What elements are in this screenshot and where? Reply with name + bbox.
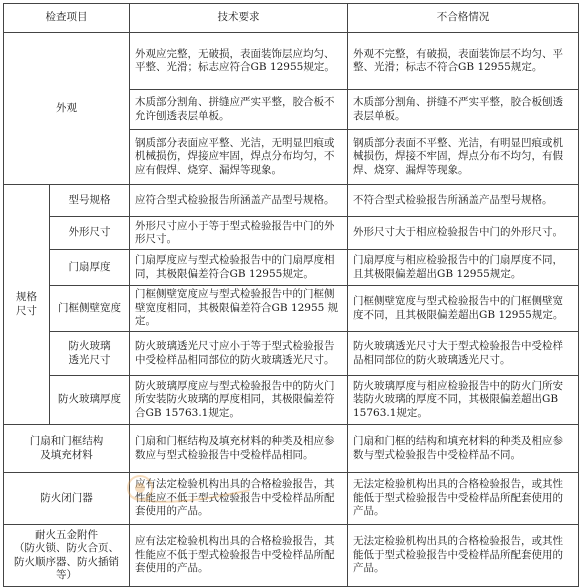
nonconformity-cell: 无法定检验机构出具的合格检验报告，或其性能低于型式检验报告中受检样品所配套使用的产品。 — [348, 525, 579, 587]
requirement-cell: 防火玻璃透光尺寸应小于等于型式检验报告中受检样品相同部位的防火玻璃透光尺寸。 — [130, 332, 348, 376]
requirement-cell: 外形尺寸应小于等于型式检验报告中门的外形尺寸。 — [130, 217, 348, 250]
requirement-cell: 防火玻璃厚度应与型式检验报告中的防火门所安装防火玻璃的厚度相同，其极限偏差符合GB 15763.1规定。 — [130, 376, 348, 425]
table-row — [4, 250, 579, 286]
sub-item-glass-size-line1: 防火玻璃 — [68, 340, 111, 352]
sub-item-model: 型号规格 — [50, 185, 130, 217]
sub-item-glass-size-line2: 透光尺寸 — [68, 353, 111, 366]
table-row — [4, 332, 579, 376]
requirement-cell: 应有法定检验机构出具的合格检验报告，其性能应不低于型式检验报告中受检样品所配套使用的产品。 — [130, 473, 348, 525]
requirement-cell: 门扇和门框结构及填充材料的种类及相应参数应与型式检验报告中受检样品相同。 — [130, 425, 348, 473]
inspection-table — [3, 3, 579, 587]
item-structure-line2: 及填充材料 — [40, 448, 93, 461]
table-row — [4, 185, 579, 217]
nonconformity-cell: 木质部分割角、拼缝不严实平整，胶合板刨透表层单板。 — [348, 90, 579, 130]
nonconformity-cell: 门扇和门框的结构和填充材料的种类及相应参数与型式检验报告中受检样品不同。 — [348, 425, 579, 473]
table-row — [4, 33, 579, 90]
item-hardware-line1: 耐火五金附件 — [35, 528, 98, 541]
item-hardware — [4, 525, 130, 587]
header-nonconformity: 不合格情况 — [348, 4, 579, 33]
item-appearance: 外观 — [4, 33, 130, 185]
item-structure-line1: 门扇和门框结构 — [29, 435, 104, 447]
requirement-cell: 门扇厚度应与型式检验报告中的门扇厚度相同，其极限偏差符合GB 12955规定。 — [130, 250, 348, 286]
requirement-cell: 木质部分割角、拼缝应严实平整，胶合板不允许刨透表层单板。 — [130, 90, 348, 130]
nonconformity-cell: 无法定检验机构出具的合格检验报告，或其性能低于型式检验报告中受检样品所配套使用的产品。 — [348, 473, 579, 525]
sub-item-outline-size: 外形尺寸 — [50, 217, 130, 250]
table-row — [4, 473, 579, 525]
sub-item-glass-size — [50, 332, 130, 376]
nonconformity-cell: 外观不完整，有破损，表面装饰层不均匀、平整、光滑；标志不符合GB 12955规定。 — [348, 33, 579, 90]
item-spec-size — [4, 185, 50, 425]
nonconformity-cell: 防火玻璃厚度与相应检验报告中的防火门所安装防火玻璃的厚度不同，其极限偏差超出GB 15763.1规定。 — [348, 376, 579, 425]
nonconformity-cell: 门框侧壁宽度与型式检验报告中的门框侧壁宽度不同，且其极限偏差超出GB 12955规定。 — [348, 286, 579, 332]
table-row — [4, 286, 579, 332]
requirement-cell: 应符合型式检验报告所涵盖产品型号规格。 — [130, 185, 348, 217]
nonconformity-cell: 钢质部分表面不平整、光洁，有明显凹痕或机械损伤，焊接不牢固，焊点分布不均匀，有假焊、烧穿、漏焊等现象。 — [348, 130, 579, 185]
item-spec-size-line2: 尺寸 — [16, 304, 37, 317]
table-row — [4, 217, 579, 250]
requirement-cell: 外观应完整，无破损，表面装饰层应均匀、平整、光滑；标志应符合GB 12955规定。 — [130, 33, 348, 90]
item-spec-size-line1: 规格 — [16, 291, 37, 303]
header-inspection-item: 检查项目 — [4, 4, 130, 33]
header-technical-requirement: 技术要求 — [130, 4, 348, 33]
nonconformity-cell: 不符合型式检验报告所涵盖产品型号规格。 — [348, 185, 579, 217]
table-row — [4, 525, 579, 587]
nonconformity-cell: 防火玻璃透光尺寸大于型式检验报告中受检样品相同部位的防火玻璃透光尺寸。 — [348, 332, 579, 376]
sub-item-leaf-thickness: 门扇厚度 — [50, 250, 130, 286]
requirement-cell: 钢质部分表面应平整、光洁，无明显凹痕或机械损伤，焊接应牢固，焊点分布均匀，不应有假焊、烧穿、漏焊等现象。 — [130, 130, 348, 185]
header-row — [4, 4, 579, 33]
item-hardware-line3: 防火顺序器、防火插销 — [14, 555, 119, 568]
requirement-cell: 应有法定检验机构出具的合格检验报告，其性能应不低于型式检验报告中受检样品所配套使用的产品。 — [130, 525, 348, 587]
item-structure — [4, 425, 130, 473]
item-door-closer: 防火闭门器 — [4, 473, 130, 525]
item-hardware-line2: （防火锁、防火合页、 — [14, 542, 119, 554]
item-hardware-line4: 等） — [56, 569, 77, 581]
table-row — [4, 425, 579, 473]
requirement-cell: 门框侧壁宽度应与型式检验报告中的门框侧壁宽度相同，其极限偏差符合GB 12955 规定。 — [130, 286, 348, 332]
sub-item-glass-thickness: 防火玻璃厚度 — [50, 376, 130, 425]
nonconformity-cell: 门扇厚度与相应检验报告中的门扇厚度不同，且其极限偏差超出GB 12955规定。 — [348, 250, 579, 286]
sub-item-frame-width: 门框侧壁宽度 — [50, 286, 130, 332]
nonconformity-cell: 外形尺寸大于相应检验报告中门的外形尺寸。 — [348, 217, 579, 250]
table-row — [4, 376, 579, 425]
